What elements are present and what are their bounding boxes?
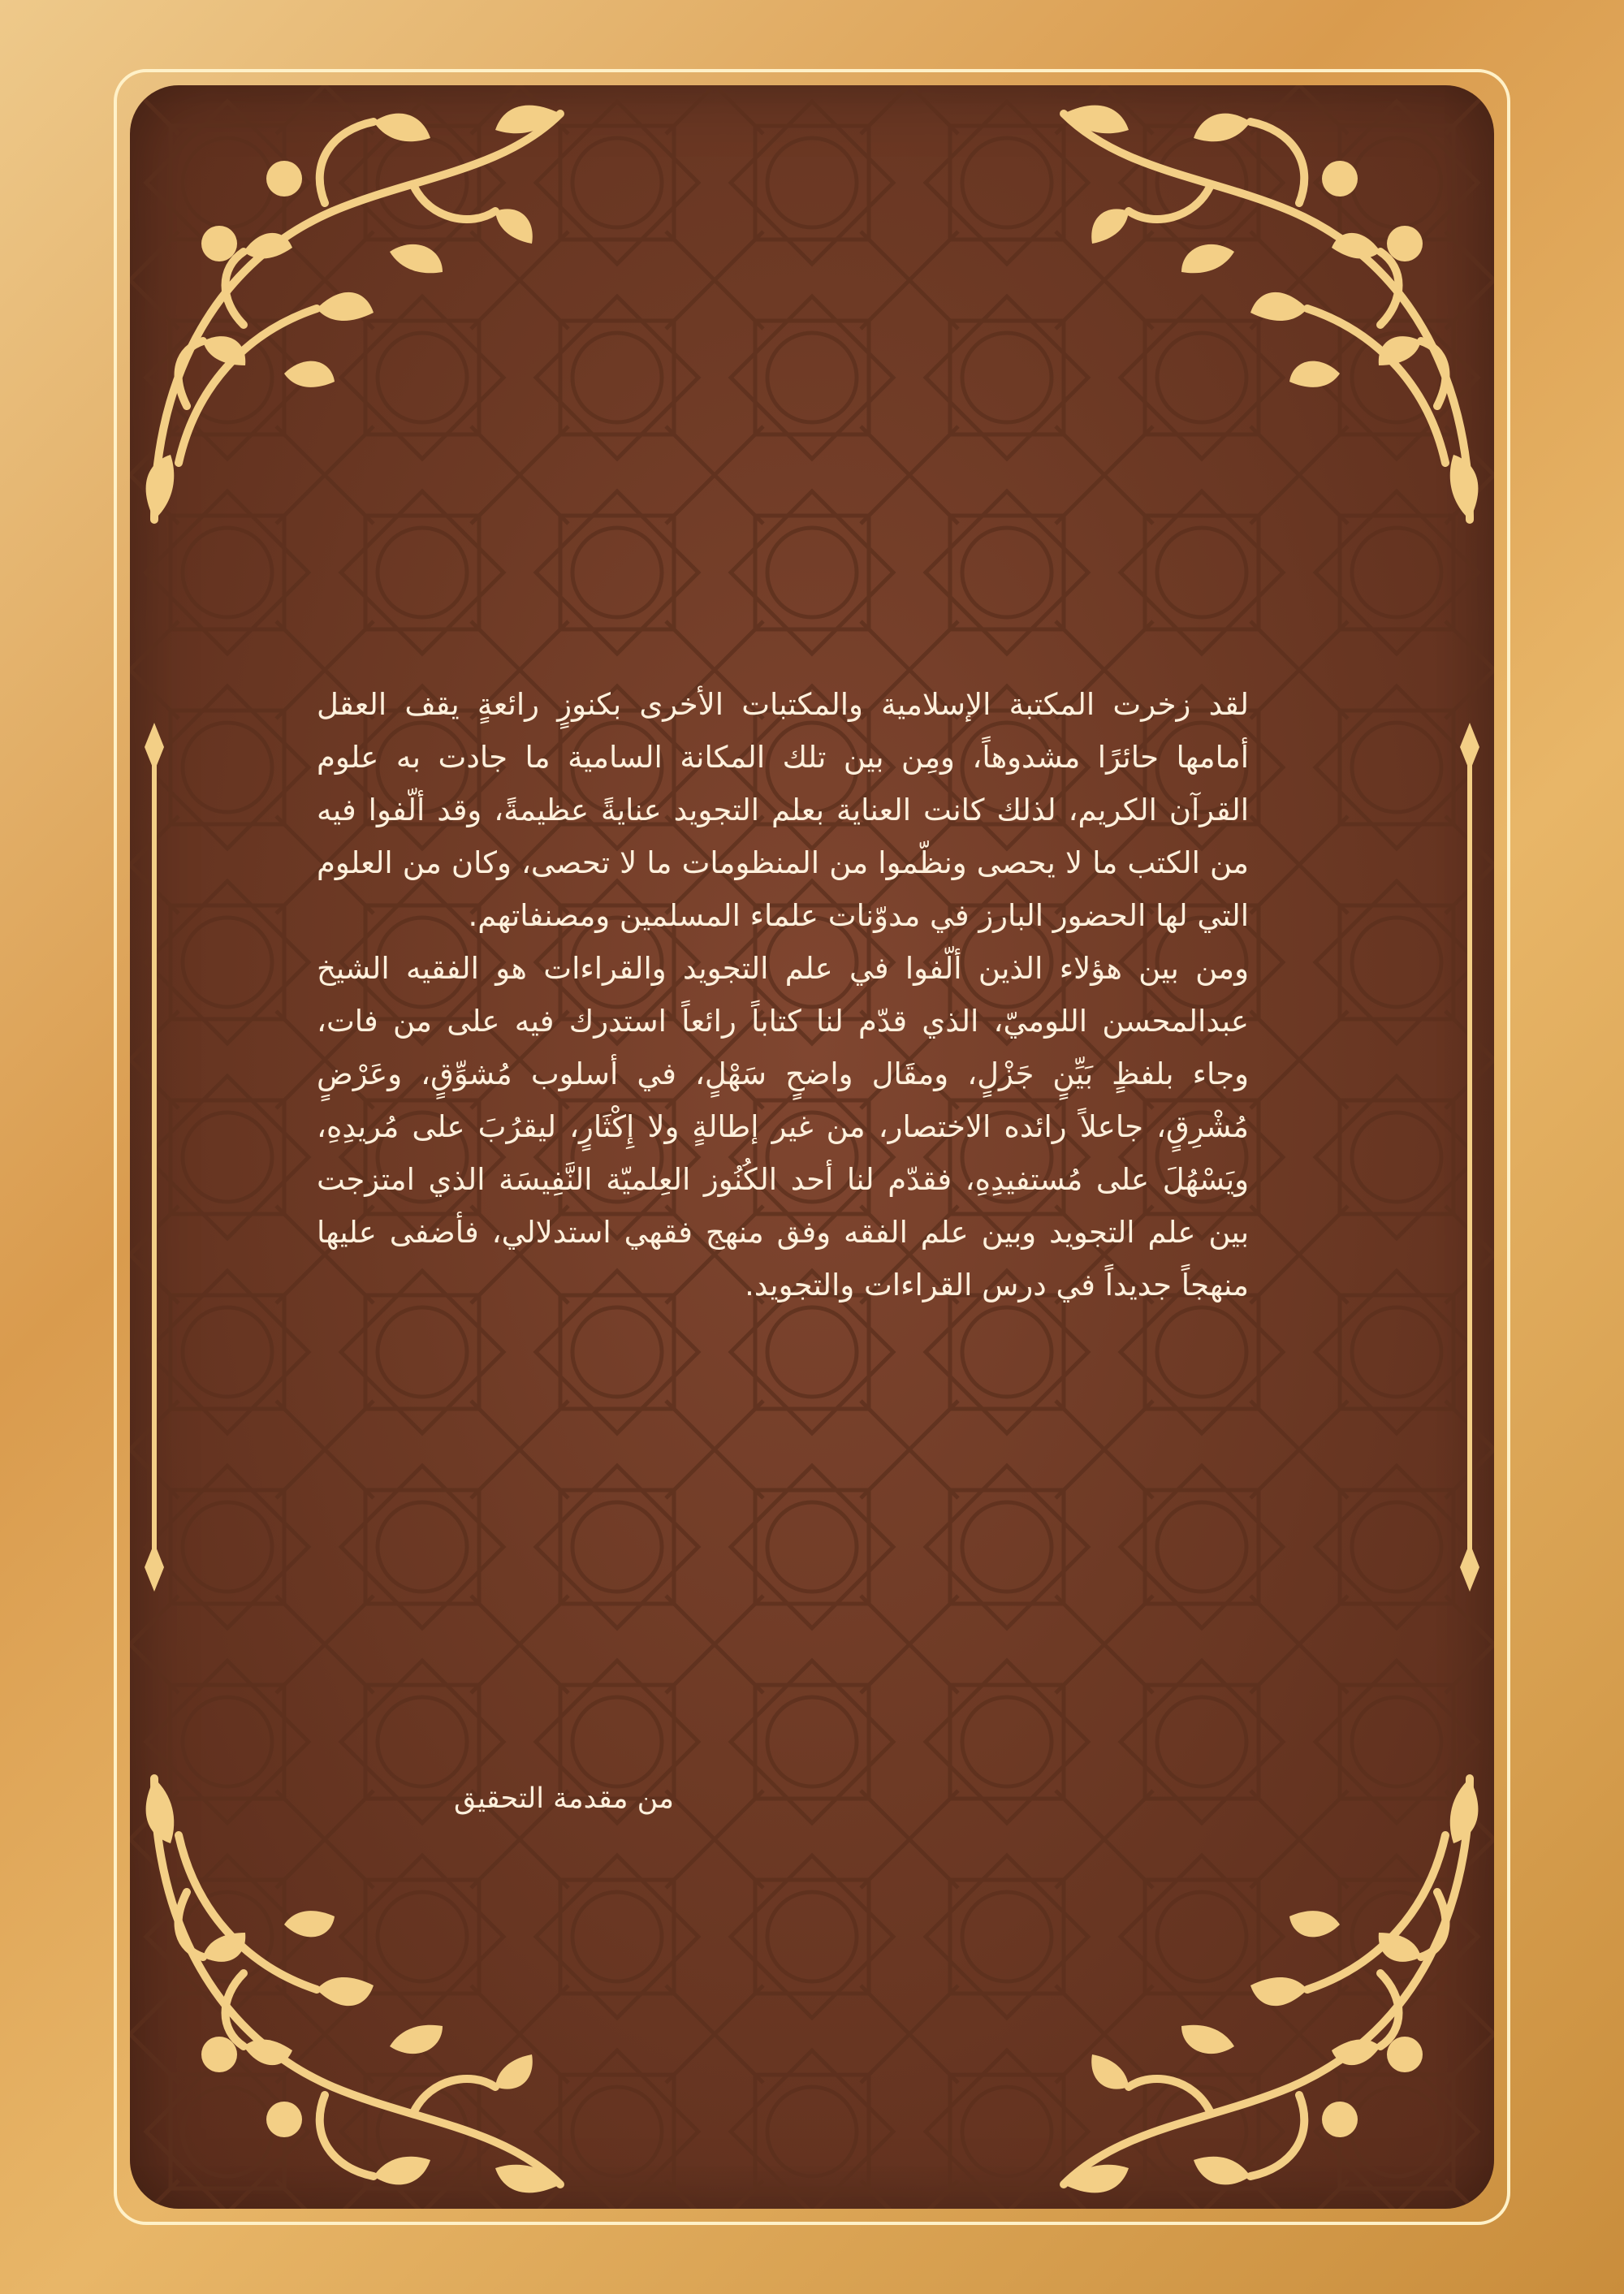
side-rule-icon <box>1460 723 1479 1592</box>
floral-corner-icon <box>1047 81 1502 536</box>
side-rule-icon <box>145 723 164 1592</box>
intro-text <box>317 678 1249 1311</box>
intro-paragraph-2: ومن بين هؤلاء الذين ألّفوا في علم التجويد والقراءات هو الفقيه الشيخ عبدالمحسن اللوميّ، الذي قدّم لنا كتاباً رائعاً استدرك فيه على من فات، وجاء بلفظٍ بَيِّنٍ جَزْلٍ، ومقَال واضحٍ سَهْلٍ، في أسلوب مُشوِّقٍ، وعَرْضٍ مُشْرِقٍ، جاعلاً رائده الاختصار، من غير إطالةٍ ولا إِكْثَارٍ، ليقرُبَ على مُريدِهِ، ويَسْهُلَ على مُستفيدِهِ، فقدّم لنا أحد الكُنُوز العِلميّة النَّفِيسَة الذي امتزجت بين علم التجويد وبين علم الفقه وفق منهج فقهي استدلالي، فأضفى عليها منهجاً جديداً في درس القراءات والتجويد. <box>317 951 1249 1303</box>
floral-corner-icon <box>1047 1762 1502 2217</box>
floral-corner-icon <box>122 1762 577 2217</box>
floral-corner-icon <box>122 81 577 536</box>
attribution: من مقدمة التحقيق <box>454 1782 674 1815</box>
intro-paragraph-1: لقد زخرت المكتبة الإسلامية والمكتبات الأخرى بكنوزٍ رائعةٍ يقف العقل أمامها حائرًا مشدوهاً، ومِن بين تلك المكانة السامية ما جادت به علوم القرآن الكريم، لذلك كانت العناية بعلم التجويد عنايةً عظيمةً، وقد ألّفوا فيه من الكتب ما لا يحصى ونظّموا من المنظومات ما لا تحصى، وكان من العلوم التي لها الحضور البارز في مدوّنات علماء المسلمين ومصنفاتهم. <box>317 687 1249 933</box>
